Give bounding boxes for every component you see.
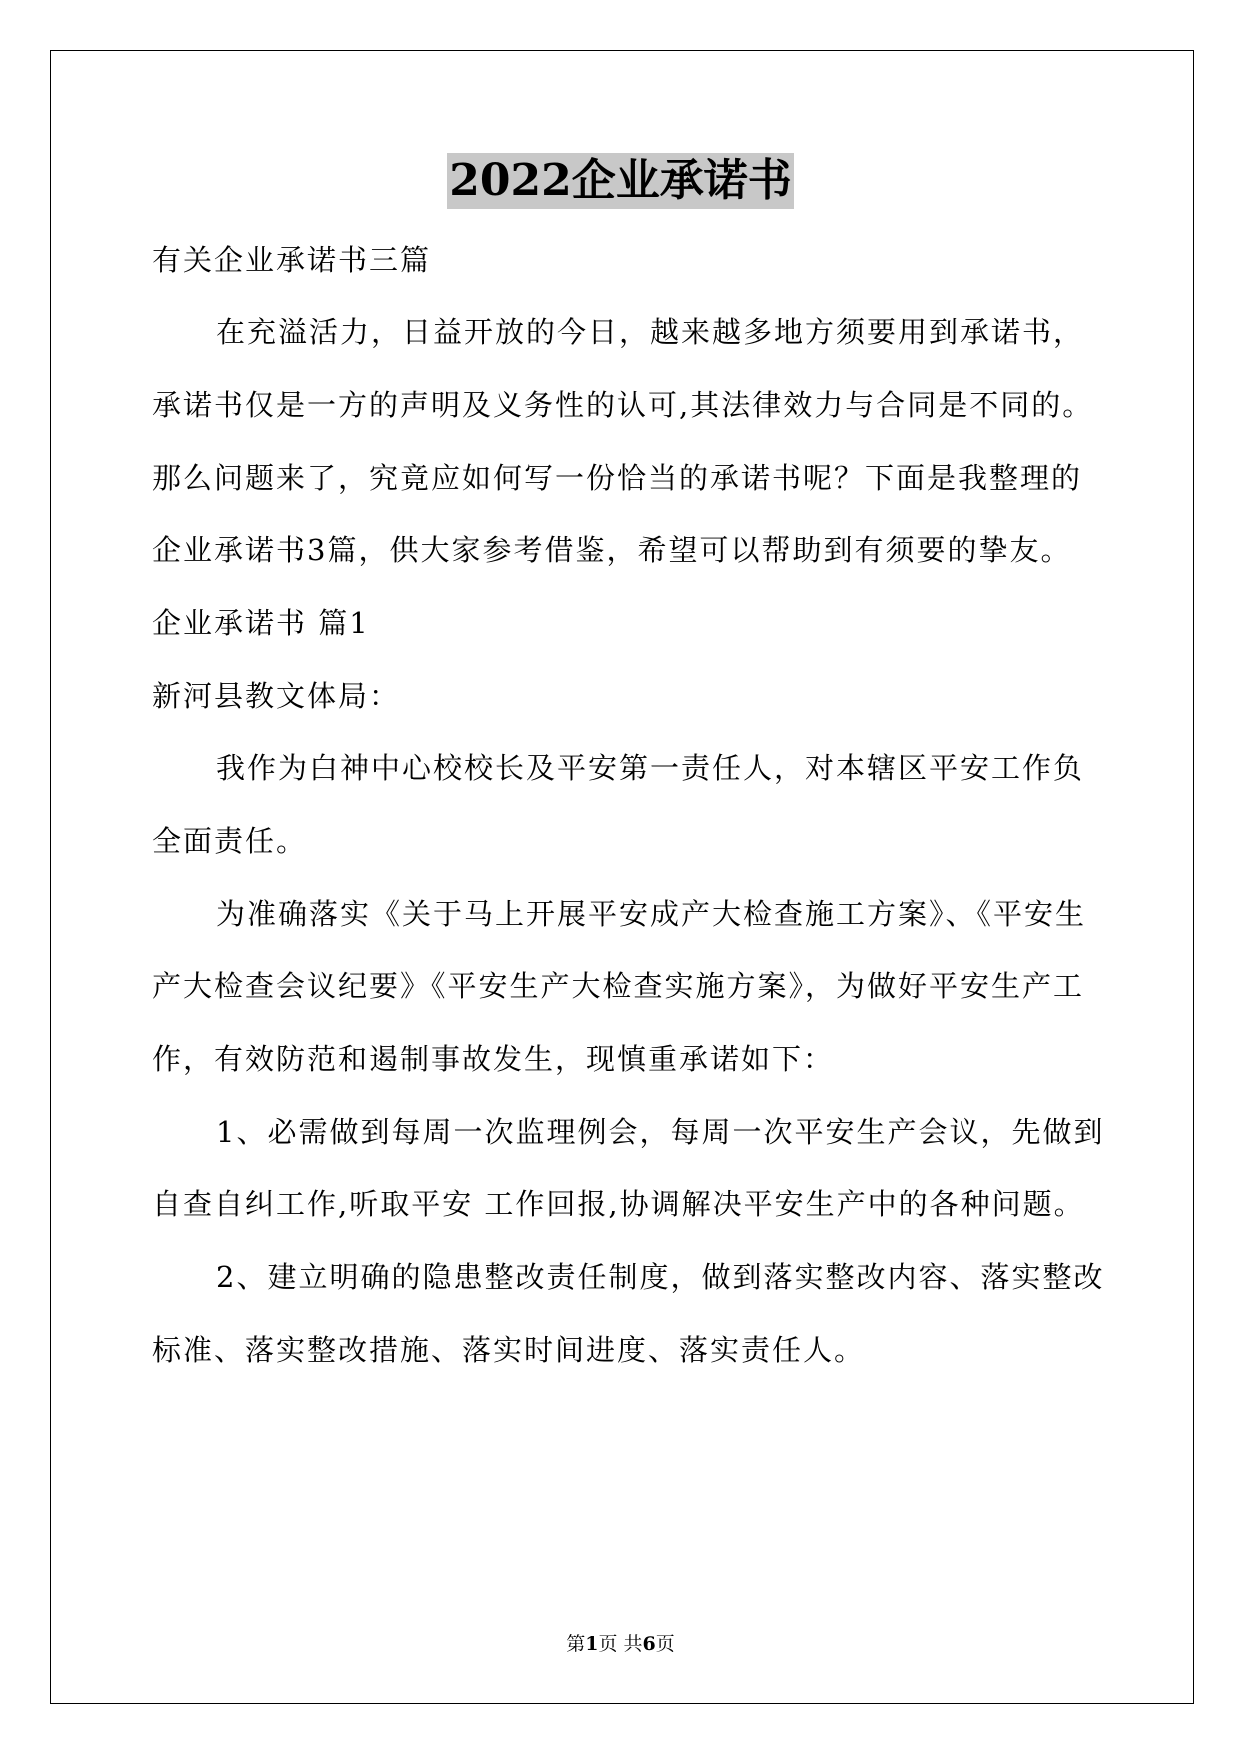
- subtitle-line: 有关企业承诺书三篇: [152, 243, 432, 277]
- paragraph-line: 承诺书仅是一方的声明及义务性的认可,其法律效力与合同是不同的。: [152, 388, 1094, 422]
- footer-page-prefix: 第: [566, 1633, 586, 1655]
- list-item-line: 1、必需做到每周一次监理例会，每周一次平安生产会议，先做到: [216, 1115, 1105, 1149]
- footer-page-mid: 页 共: [598, 1633, 643, 1655]
- paragraph-line: 产大检查会议纪要》《平安生产大检查实施方案》，为做好平安生产工: [152, 969, 1085, 1003]
- paragraph-line: 在充溢活力，日益开放的今日，越来越多地方须要用到承诺书，: [216, 315, 1085, 349]
- footer-total-pages: 6: [642, 1633, 656, 1655]
- document-title: 2022企业承诺书: [447, 153, 793, 209]
- title-container: [0, 153, 1241, 209]
- footer-page-number: 1: [585, 1633, 599, 1655]
- section-heading: 企业承诺书 篇1: [152, 606, 370, 640]
- paragraph-line: 企业承诺书3篇，供大家参考借鉴，希望可以帮助到有须要的挚友。: [152, 533, 1072, 567]
- paragraph-line: 为准确落实《关于马上开展平安成产大检查施工方案》、《平安生: [216, 897, 1087, 931]
- page-border: [50, 50, 1194, 1704]
- list-item-line: 标准、落实整改措施、落实时间进度、落实责任人。: [152, 1333, 866, 1367]
- list-item-line: 2、建立明确的隐患整改责任制度，做到落实整改内容、落实整改: [216, 1260, 1105, 1294]
- paragraph-line: 那么问题来了，究竟应如何写一份恰当的承诺书呢？下面是我整理的: [152, 461, 1083, 495]
- page-footer: [0, 1632, 1241, 1656]
- addressee-line: 新河县教文体局：: [152, 679, 401, 713]
- list-item-line: 自查自纠工作,听取平安 工作回报,协调解决平安生产中的各种问题。: [152, 1187, 1085, 1221]
- paragraph-line: 我作为白神中心校校长及平安第一责任人，对本辖区平安工作负: [216, 751, 1085, 785]
- paragraph-line: 作，有效防范和遏制事故发生，现慎重承诺如下：: [152, 1042, 835, 1076]
- footer-page-suffix: 页: [655, 1633, 675, 1655]
- paragraph-line: 全面责任。: [152, 824, 308, 858]
